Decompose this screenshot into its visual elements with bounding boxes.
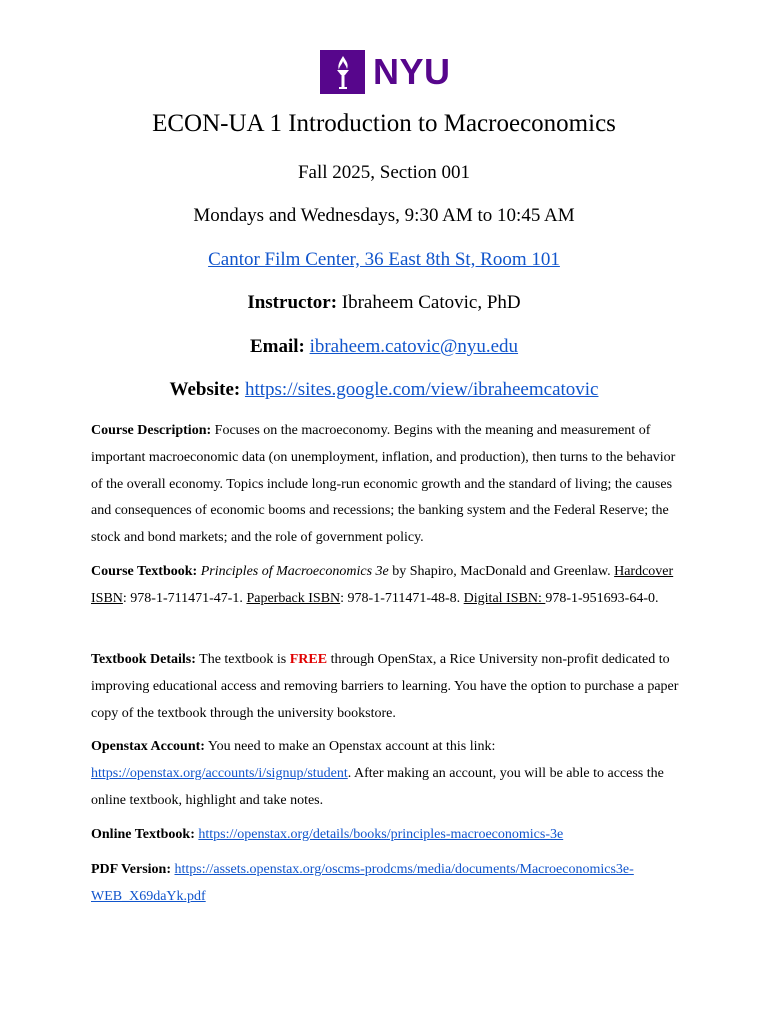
online-textbook-link[interactable]: https://openstax.org/details/books/principles-macroeconomics-3e xyxy=(198,827,564,842)
textbook-authors: by Shapiro, MacDonald and Greenlaw. xyxy=(388,564,615,579)
email-label: Email: xyxy=(249,336,305,357)
description-label: Course Description: xyxy=(91,423,212,438)
course-term: Fall 2025, Section 001 xyxy=(297,162,471,183)
torch-icon xyxy=(320,50,365,94)
openstax-account xyxy=(91,734,687,814)
hardcover-isbn-value: : 978-1-711471-47-1. xyxy=(122,590,247,606)
email-line xyxy=(0,334,768,360)
account-text-after: . After making an account, you will be able to access the online textbook, highlight and take notes. xyxy=(91,765,664,808)
account-text-before: You need to make an Openstax account at this link: xyxy=(204,739,496,754)
description-text: Focuses on the macroeconomy. Begins with the meaning and measurement of important macroeconomic data (on unemployment, inflation, and production), then turns to the behavior of the overall economy. Topics include long-run economic growth and the standard of living; the causes and consequences of economic booms and recessions; the banking system and the Federal Reserve; the stock and bond markets; and the role of government policy. xyxy=(91,423,676,546)
details-label: Textbook Details: xyxy=(91,652,196,667)
website-line xyxy=(0,377,768,403)
textbook-label: Course Textbook: xyxy=(91,564,198,579)
instructor-line xyxy=(0,290,768,316)
course-title: ECON-UA 1 Introduction to Macroeconomics xyxy=(152,110,616,137)
details-text-after: through OpenStax, a Rice University non-profit dedicated to improving educational access and removing barriers to learning. You have the option to purchase a paper copy of the textbook through the university bookstore. xyxy=(91,652,679,721)
free-badge: FREE xyxy=(289,652,328,667)
pdf-label: PDF Version: xyxy=(91,862,171,877)
logo-wordmark: NYU xyxy=(373,51,451,92)
hardcover-isbn-label: Hardcover ISBN xyxy=(91,564,674,606)
course-textbook xyxy=(91,559,687,613)
digital-isbn-label: Digital ISBN: xyxy=(463,590,546,606)
website-link[interactable]: https://sites.google.com/view/ibraheemcatovic xyxy=(244,379,599,400)
details-text-before: The textbook is xyxy=(195,652,290,667)
course-location xyxy=(0,247,768,273)
online-textbook xyxy=(91,822,687,849)
email-link[interactable]: ibraheem.catovic@nyu.edu xyxy=(309,336,519,357)
nyu-logo xyxy=(320,50,451,94)
pdf-version xyxy=(91,857,687,911)
textbook-details xyxy=(91,647,687,727)
account-label: Openstax Account: xyxy=(91,739,205,754)
paperback-isbn-value: : 978-1-711471-48-8. xyxy=(340,590,464,606)
signup-link[interactable]: https://openstax.org/accounts/i/signup/student xyxy=(91,765,348,781)
digital-isbn-value: 978-1-951693-64-0. xyxy=(545,590,659,606)
location-link[interactable]: Cantor Film Center, 36 East 8th St, Room 101 xyxy=(208,249,560,270)
paperback-isbn-label: Paperback ISBN xyxy=(246,590,341,606)
instructor-label: Instructor: xyxy=(247,292,338,313)
pdf-link[interactable]: https://assets.openstax.org/oscms-prodcms/media/documents/Macroeconomics3e-WEB_X69daYk.pdf xyxy=(91,862,634,904)
textbook-title: Principles of Macroeconomics 3e xyxy=(200,564,389,579)
online-label: Online Textbook: xyxy=(91,827,195,842)
instructor-name: Ibraheem Catovic, PhD xyxy=(337,292,521,313)
course-description xyxy=(91,418,687,552)
website-label: Website: xyxy=(169,379,241,400)
course-schedule: Mondays and Wednesdays, 9:30 AM to 10:45 AM xyxy=(193,205,575,226)
